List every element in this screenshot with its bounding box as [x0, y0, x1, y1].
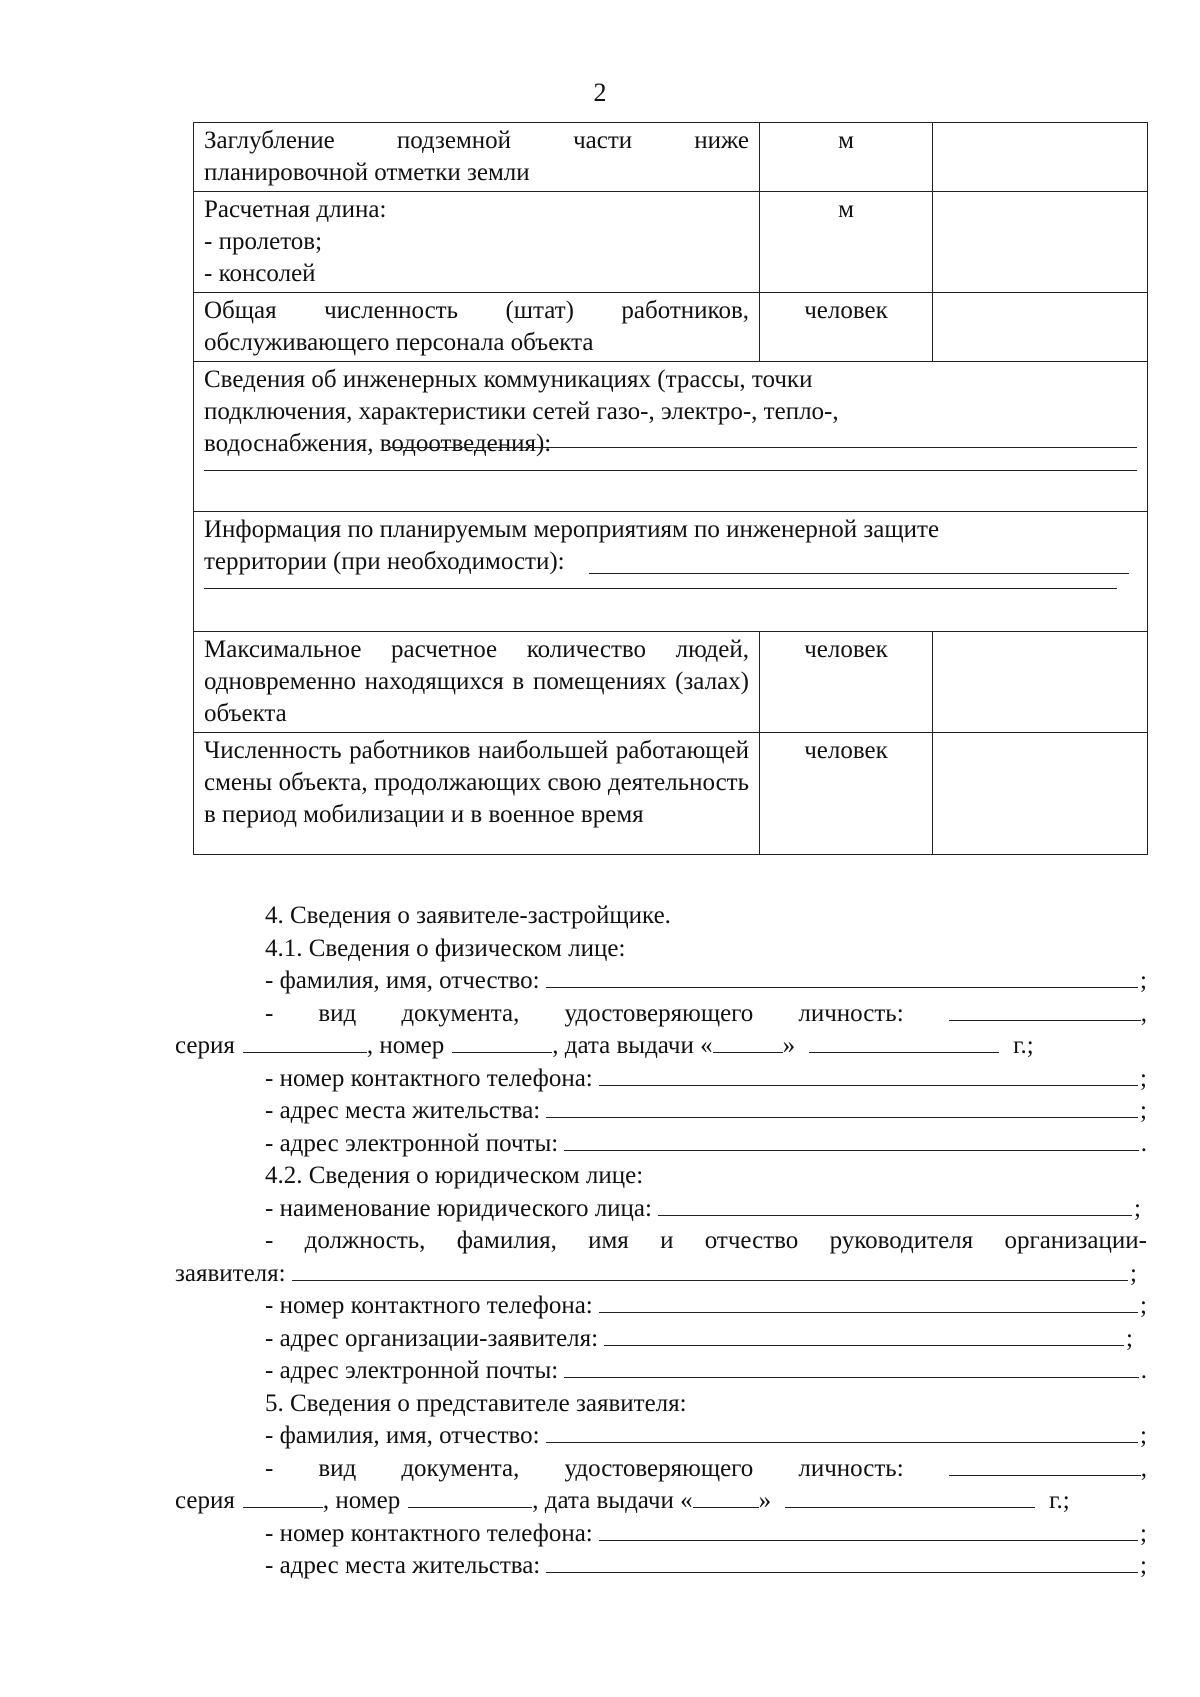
engineering-fill-line-1[interactable] [389, 445, 1137, 448]
table-row [194, 733, 1148, 855]
org-address-label: - адрес организации-заявителя: [265, 1324, 599, 1352]
residence-address-label: - адрес места жительства: [265, 1097, 541, 1124]
row-label [194, 192, 760, 293]
doc-word: личность: [798, 999, 904, 1027]
page-number: 2 [593, 78, 607, 107]
table-row [194, 192, 1148, 293]
phone-line [193, 1063, 1147, 1096]
rep-phone-label: - номер контактного телефона: [265, 1519, 593, 1547]
row-label-line: Расчетная длина: [204, 196, 387, 223]
number-field[interactable] [452, 1030, 552, 1053]
row-value-cell[interactable] [933, 123, 1148, 192]
number-label: , номер [366, 1032, 445, 1059]
fio-label: - фамилия, имя, отчество: [265, 967, 540, 994]
table-row [194, 293, 1148, 362]
rep-passport-details-line [175, 1485, 1147, 1518]
issue-month-year-field[interactable] [809, 1030, 999, 1053]
head-word: должность, [304, 1227, 426, 1254]
punct: ; [1140, 967, 1147, 994]
org-email-field[interactable] [564, 1355, 1139, 1378]
year-suffix: г.; [1013, 1032, 1034, 1059]
series-label: серия [175, 1487, 235, 1514]
doc-word: вид [318, 1454, 357, 1482]
rep-issue-day-field[interactable] [693, 1485, 759, 1508]
row-value-cell[interactable] [933, 293, 1148, 362]
org-phone-label: - номер контактного телефона: [265, 1292, 593, 1319]
punct: , [1140, 999, 1147, 1027]
row-label: Заглубление подземной части ниже планировочной отметки земли [194, 123, 760, 192]
doc-word: удостоверяющего [564, 1454, 754, 1482]
row-value-cell[interactable] [933, 632, 1148, 733]
rep-address-line [193, 1550, 1147, 1583]
head-word: и [660, 1227, 674, 1254]
doc-word: - [265, 999, 274, 1027]
table-row [194, 362, 1148, 512]
rep-issue-month-year-field[interactable] [785, 1485, 1035, 1508]
rep-address-label: - адрес места жительства: [265, 1552, 541, 1579]
punct: ; [1140, 1422, 1147, 1449]
rep-fio-line [193, 1420, 1147, 1453]
punct: ; [1140, 1552, 1147, 1579]
rep-number-field[interactable] [408, 1485, 532, 1508]
punct: ; [1140, 1097, 1147, 1124]
punct: ; [1126, 1324, 1133, 1352]
doc-word: вид [318, 999, 357, 1027]
engineering-communications-text: Сведения об инженерных коммуникациях (трассы, точки подключения, характеристики сетей газо-, электро-, тепло-, водоснабжения, водоотведения): [204, 366, 839, 457]
table-row [194, 123, 1148, 192]
applicant-line [175, 1258, 1147, 1291]
head-word: руководителя [829, 1227, 974, 1254]
id-document-line [193, 998, 1147, 1031]
passport-details-line [175, 1030, 1147, 1063]
row-label: Общая численность (штат) работников, обслуживающего персонала объекта [194, 293, 760, 362]
fio-line [193, 965, 1147, 998]
org-email-line [193, 1355, 1147, 1388]
doc-word: личность: [798, 1454, 904, 1482]
org-phone-line [193, 1290, 1147, 1323]
table-row [194, 512, 1148, 632]
row-unit: человек [760, 733, 933, 855]
row-label: Численность работников наибольшей работающей смены объекта, продолжающих свою деятельность в период мобилизации и в военное время [194, 733, 760, 855]
doc-word: документа, [401, 999, 520, 1027]
applicant-sections [175, 900, 1147, 1583]
org-name-line [193, 1193, 1147, 1226]
row-value-cell[interactable] [933, 192, 1148, 293]
rep-id-document-line [193, 1453, 1147, 1486]
punct: ; [1140, 1064, 1147, 1092]
series-label: серия [175, 1032, 235, 1059]
head-position-line [193, 1225, 1147, 1258]
rep-series-field[interactable] [243, 1485, 323, 1508]
org-phone-field[interactable] [599, 1290, 1138, 1313]
residence-address-field[interactable] [546, 1095, 1138, 1118]
protection-fill-line-1[interactable] [589, 571, 1129, 574]
year-suffix: г.; [1049, 1487, 1070, 1514]
object-parameters-table [193, 122, 1148, 855]
engineering-communications-cell [194, 362, 1148, 512]
section-4-title: 4. Сведения о заявителе-застройщике. [265, 902, 671, 929]
doc-word: - [265, 1454, 274, 1482]
row-label-line: - пролетов; [204, 228, 323, 255]
org-name-field[interactable] [658, 1193, 1132, 1216]
head-word: организации- [1004, 1227, 1147, 1254]
head-word: отчество [704, 1227, 799, 1254]
row-label-line: - консолей [204, 260, 316, 287]
rep-id-document-type-field[interactable] [949, 1453, 1141, 1476]
section-4-1-title: 4.1. Сведения о физическом лице: [265, 934, 626, 962]
doc-word: удостоверяющего [564, 999, 754, 1027]
head-word: фамилия, [456, 1227, 557, 1254]
punct: . [1140, 1357, 1147, 1384]
org-name-label: - наименование юридического лица: [265, 1194, 652, 1222]
issue-date-label: , дата выдачи « [532, 1487, 693, 1514]
row-unit: человек [760, 632, 933, 733]
row-value-cell[interactable] [933, 733, 1148, 855]
rep-address-field[interactable] [546, 1550, 1138, 1573]
punct: . [1140, 1129, 1147, 1157]
head-word: имя [588, 1227, 629, 1254]
series-field[interactable] [243, 1030, 367, 1053]
doc-word: документа, [401, 1454, 520, 1482]
row-unit: м [760, 192, 933, 293]
org-address-line [193, 1323, 1147, 1356]
head-word: - [265, 1227, 274, 1254]
issue-day-field[interactable] [713, 1030, 783, 1053]
table-row [194, 632, 1148, 733]
engineering-protection-cell [194, 512, 1148, 632]
residence-address-line [193, 1095, 1147, 1128]
rep-fio-field[interactable] [546, 1420, 1138, 1443]
rep-phone-field[interactable] [599, 1518, 1138, 1541]
email-field[interactable] [564, 1128, 1139, 1151]
section-4-2-title: 4.2. Сведения о юридическом лице: [265, 1162, 644, 1189]
quote-close: » [782, 1032, 796, 1059]
email-line [193, 1128, 1147, 1161]
quote-close: » [758, 1487, 772, 1514]
row-unit: человек [760, 293, 933, 362]
engineering-protection-text: Информация по планируемым мероприятиям по инженерной защите территории (при необходимости): [204, 516, 940, 575]
protection-fill-line-2[interactable] [204, 578, 1117, 589]
email-label: - адрес электронной почты: [265, 1129, 559, 1157]
punct: , [1140, 1454, 1147, 1482]
row-label: Максимальное расчетное количество людей, одновременно находящихся в помещениях (залах) объекта [194, 632, 760, 733]
phone-field[interactable] [599, 1063, 1138, 1086]
engineering-fill-line-2[interactable] [204, 460, 1137, 471]
number-label: , номер [322, 1487, 401, 1514]
row-unit: м [760, 123, 933, 192]
head-position-field[interactable] [292, 1258, 1128, 1281]
rep-phone-line [193, 1518, 1147, 1551]
id-document-type-field[interactable] [949, 998, 1141, 1021]
punct: ; [1134, 1194, 1141, 1222]
punct: ; [1140, 1519, 1147, 1547]
applicant-label: заявителя: [175, 1259, 286, 1287]
punct: ; [1130, 1259, 1137, 1287]
phone-label: - номер контактного телефона: [265, 1064, 593, 1092]
section-5-title: 5. Сведения о представителе заявителя: [265, 1389, 687, 1417]
fio-field[interactable] [546, 965, 1138, 988]
punct: ; [1140, 1292, 1147, 1319]
org-address-field[interactable] [604, 1323, 1124, 1346]
issue-date-label: , дата выдачи « [552, 1032, 713, 1059]
rep-fio-label: - фамилия, имя, отчество: [265, 1422, 540, 1449]
org-email-label: - адрес электронной почты: [265, 1357, 559, 1384]
